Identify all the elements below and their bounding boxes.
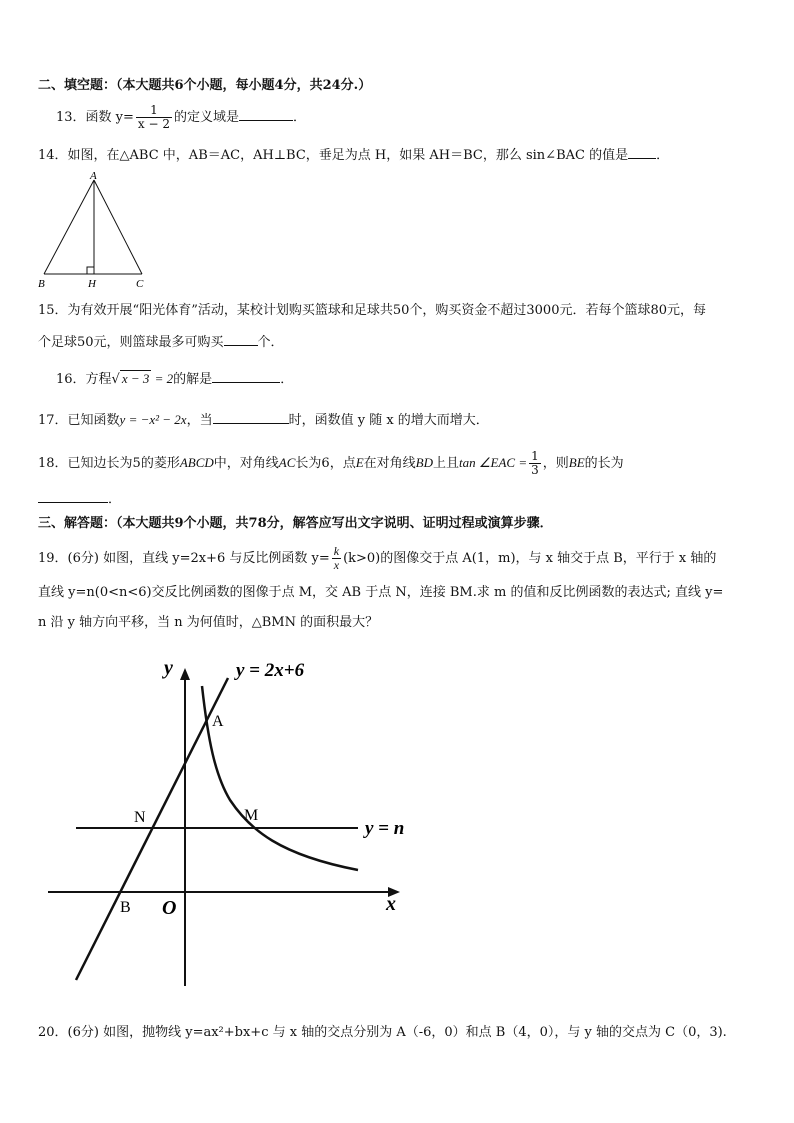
q14-end: ． [656,148,670,163]
label-b: B [38,278,45,290]
question-20: 20．(6分) 如图，抛物线 y=ax²+bx+c 与 x 轴的交点分别为 A（-6，0）和点 B（4，0），与 y 轴的交点为 C（0，3). [38,1025,727,1040]
q18-text-5: ，则 [542,456,569,471]
q18-text-1: 中，对角线 [213,456,279,471]
q18-frac-den: 3 [531,463,539,477]
q16-text: 的解是 [173,372,213,387]
point-n-label: N [134,809,146,826]
question-14 [38,144,669,166]
question-13 [56,104,306,131]
y-axis-label: y [164,657,173,679]
q19-fraction [332,545,341,572]
q18-ac: AC [278,455,296,470]
question-15-line-1: 15．为有效开展“阳光体育”活动，某校计划购买篮球和足球共50个，购买资金不超过3000元．若每个篮球80元，每 [38,303,707,318]
q19-text-1: (k>0)的图像交于点 A(1，m)，与 x 轴交于点 B，平行于 x 轴的 [343,551,717,566]
origin-label: O [162,897,177,919]
question-19-line-2: 直线 y=n(0<n<6)交反比例函数的图像于点 M，交 AB 于点 N，连接 BM.求 m 的值和反比例函数的表达式; 直线 y= [38,585,724,600]
hline-label: y = n [365,818,405,839]
q13-prefix: 13．函数 y= [56,110,134,125]
q13-text: 的定义域是 [174,110,240,125]
question-19-line-1 [38,545,716,572]
q19-frac-num: k [333,544,340,558]
q13-fraction [136,104,172,131]
label-c: C [136,278,144,290]
q18-abcd: ABCD [179,455,214,470]
right-angle-mark [87,267,94,274]
q17-text: 时，函数值 y 随 x 的增大而增大． [288,413,489,428]
q17-answer-blank [213,409,289,424]
q18-bd: BD [415,455,434,470]
q18-tan: tan ∠EAC = [459,455,528,470]
hyperbola-curve [202,686,358,870]
section-2-heading: 二、填空题：（本大题共6个小题，每小题4分，共24分.） [38,78,372,93]
q18-fraction [529,450,541,477]
question-15-line-2 [38,331,284,353]
point-b-label: B [120,899,131,916]
q16-prefix: 16．方程 [56,372,112,387]
line-label: y = 2x+6 [236,660,305,681]
label-h: H [88,278,96,290]
q13-frac-den: x − 2 [137,117,171,131]
q14-text: 14．如图，在△ABC 中，AB＝AC，AH⊥BC，垂足为点 H，如果 AH＝BC，那么 sin∠BAC 的值是 [38,148,629,163]
q14-answer-blank [628,144,656,159]
x-axis-label: x [386,893,396,915]
y-axis-arrow [180,668,190,680]
q18-answer-blank [38,488,108,503]
q18-text-4: 上且 [433,456,460,471]
q19-frac-den: x [333,558,340,572]
q13-answer-blank [239,106,293,121]
q17-function: y = −x² − 2x [119,412,187,427]
q17-prefix: 17．已知函数 [38,413,120,428]
triangle-side-ac [94,180,142,274]
q16-equals: = 2 [151,371,174,386]
q13-end: ． [293,110,307,125]
q18-prefix: 18．已知边长为5的菱形 [38,456,180,471]
q15-end: 个． [257,335,284,350]
question-16 [56,368,293,390]
triangle-side-ab [44,180,94,274]
q16-end: ． [280,372,294,387]
question-18 [38,450,624,477]
question-17 [38,409,489,431]
point-a-label: A [212,713,224,730]
q18-frac-num: 1 [531,449,539,463]
q16-sqrt-sign: √ [111,372,120,387]
q18-text-3: 在对角线 [363,456,416,471]
label-a: A [90,170,97,182]
q18-text-6: 的长为 [584,456,624,471]
q18-be: BE [568,455,585,470]
q16-radicand: x − 3 [121,371,150,386]
q19-graph [40,650,420,995]
q18-end: ． [108,492,122,507]
q18-text-2: 长为6，点 [295,456,356,471]
q13-frac-num: 1 [136,104,172,118]
q18-e: E [355,455,364,470]
q15-answer-blank [224,331,258,346]
q16-answer-blank [212,368,280,383]
question-19-line-3: n 沿 y 轴方向平移，当 n 为何值时，△BMN 的面积最大？ [38,615,379,630]
question-18-answer-line [38,488,121,510]
q17-mid: ，当 [186,413,213,428]
section-3-heading: 三、解答题：（本大题共9个小题，共78分，解答应写出文字说明、证明过程或演算步骤． [38,516,553,531]
q19-prefix: 19．(6分) 如图，直线 y=2x+6 与反比例函数 y= [38,551,330,566]
q15-text: 个足球50元，则篮球最多可购买 [38,335,224,350]
q14-triangle-figure [34,170,154,292]
point-m-label: M [244,807,259,824]
